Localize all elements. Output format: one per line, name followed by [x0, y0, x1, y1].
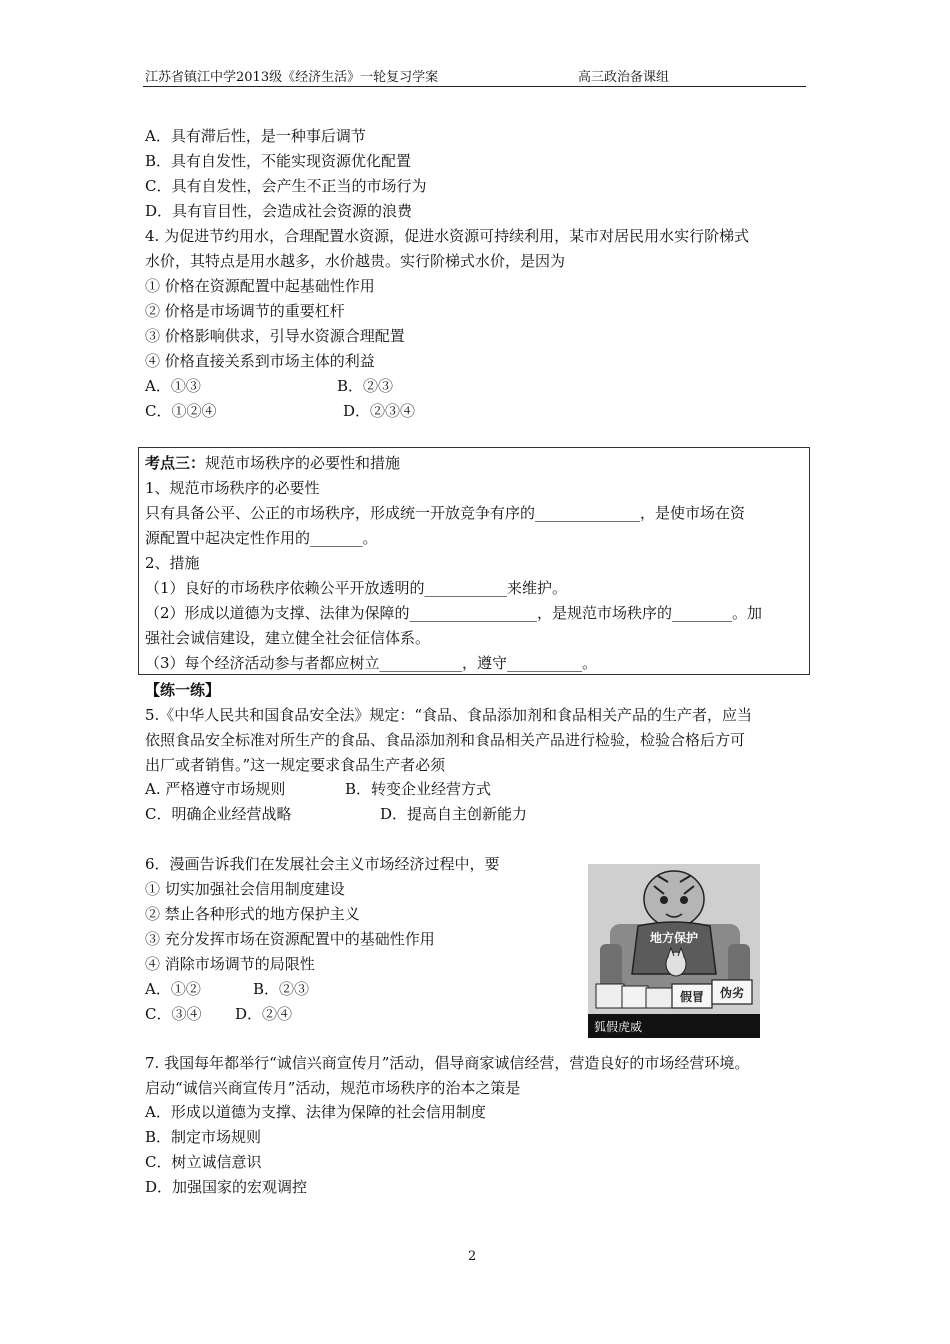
kaodian3-measure-3: （3）每个经济活动参与者都应树立___________，遵守__________。 — [145, 654, 598, 672]
q3-option-c: C．具有自发性，会产生不正当的市场行为 — [145, 177, 427, 195]
q5-option-c: C．明确企业经营战略 — [145, 805, 292, 823]
q4-item-3: ③ 价格影响供求，引导水资源合理配置 — [145, 327, 405, 345]
q6-item-3: ③ 充分发挥市场在资源配置中的基础性作用 — [145, 930, 435, 948]
q7-option-c: C．树立诚信意识 — [145, 1153, 262, 1171]
q4-option-d: D．②③④ — [343, 402, 416, 420]
kaodian3-title-text: 规范市场秩序的必要性和措施 — [205, 454, 401, 472]
q7-option-a: A．形成以道德为支撑、法律为保障的社会信用制度 — [145, 1103, 486, 1121]
q5-line1: 5.《中华人民共和国食品安全法》规定：“食品、食品添加剂和食品相关产品的生产者，应当 — [145, 706, 752, 724]
q4-option-b: B．②③ — [337, 377, 394, 395]
q6-stem: 6．漫画告诉我们在发展社会主义市场经济过程中，要 — [145, 855, 500, 873]
q7-option-d: D．加强国家的宏观调控 — [145, 1178, 308, 1196]
header-group: 高三政治备课组 — [578, 70, 670, 85]
q7-option-b: B．制定市场规则 — [145, 1128, 262, 1146]
q3-option-a: A．具有滞后性，是一种事后调节 — [145, 127, 366, 145]
cartoon-caption: 狐假虎威 — [594, 1020, 643, 1034]
q5-option-d: D．提高自主创新能力 — [380, 805, 528, 823]
cartoon-box1-text: 假冒 — [679, 990, 705, 1004]
q6-item-1: ① 切实加强社会信用制度建设 — [145, 880, 345, 898]
kaodian3-sec1: 1、规范市场秩序的必要性 — [145, 479, 320, 497]
q4-item-2: ② 价格是市场调节的重要杠杆 — [145, 302, 345, 320]
q6-option-a: A．①② — [145, 980, 201, 998]
cartoon-image — [588, 864, 760, 1038]
q5-line3: 出厂或者销售。”这一规定要求食品生产者必须 — [145, 756, 446, 774]
q4-option-a: A．①③ — [145, 377, 201, 395]
q5-line2: 依照食品安全标准对所生产的食品、食品添加剂和食品相关产品进行检验，检验合格后方可 — [145, 731, 746, 749]
q6-option-d: D．②④ — [235, 1005, 293, 1023]
q5-option-a: A. 严格遵守市场规则 — [145, 780, 286, 798]
q4-stem-line1: 4. 为促进节约用水，合理配置水资源，促进水资源可持续利用，某市对居民用水实行阶梯式 — [145, 227, 750, 245]
kaodian3-measure-2-line1: （2）形成以道德为支撑、法律为保障的_________________，是规范市场秩序的________。加 — [145, 604, 763, 622]
page-header — [143, 66, 806, 87]
kaodian3-sec2: 2、措施 — [145, 554, 200, 572]
q4-option-c: C．①②④ — [145, 402, 217, 420]
q6-option-c: C．③④ — [145, 1005, 202, 1023]
kaodian3-sec1-line1: 只有具备公平、公正的市场秩序，形成统一开放竞争有序的______________，是使市场在资 — [145, 504, 746, 522]
kaodian3-title-label: 考点三： — [145, 454, 206, 472]
q7-line2: 启动“诚信兴商宣传月”活动，规范市场秩序的治本之策是 — [145, 1079, 521, 1097]
kaodian3-title — [145, 453, 400, 473]
q6-item-4: ④ 消除市场调节的局限性 — [145, 955, 315, 973]
q4-item-1: ① 价格在资源配置中起基础性作用 — [145, 277, 375, 295]
q5-option-b: B．转变企业经营方式 — [345, 780, 492, 798]
cartoon-box2-text: 伪劣 — [719, 986, 745, 1000]
q6-item-2: ② 禁止各种形式的地方保护主义 — [145, 905, 360, 923]
q3-option-d: D．具有盲目性，会造成社会资源的浪费 — [145, 202, 413, 220]
kaodian3-measure-2-line2: 强社会诚信建设，建立健全社会征信体系。 — [145, 629, 431, 647]
q4-stem-line2: 水价，其特点是用水越多，水价越贵。实行阶梯式水价，是因为 — [145, 252, 566, 270]
q6-option-b: B．②③ — [253, 980, 310, 998]
practice-title: 【练一练】 — [145, 681, 221, 699]
q3-option-b: B．具有自发性，不能实现资源优化配置 — [145, 152, 412, 170]
cartoon-shirt-text: 地方保护 — [649, 931, 699, 945]
kaodian3-measure-1: （1）良好的市场秩序依赖公平开放透明的___________来维护。 — [145, 579, 568, 597]
q7-line1: 7. 我国每年都举行“诚信兴商宣传月”活动，倡导商家诚信经营，营造良好的市场经营环境。 — [145, 1054, 750, 1072]
page-number: 2 — [468, 1249, 477, 1264]
q4-item-4: ④ 价格直接关系到市场主体的利益 — [145, 352, 375, 370]
kaodian3-sec1-line2: 源配置中起决定性作用的_______。 — [145, 529, 378, 547]
header-title: 江苏省镇江中学2013级《经济生活》一轮复习学案 — [145, 70, 439, 85]
